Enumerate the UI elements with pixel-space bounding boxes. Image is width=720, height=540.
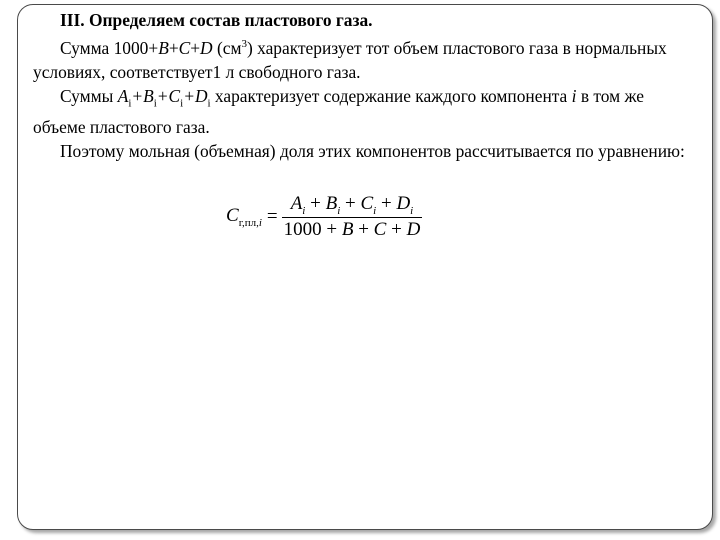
- formula-denominator: 1000 + B + C + D: [283, 219, 421, 241]
- formula-fraction: [282, 193, 423, 242]
- heading: III. Определяем состав пластового газа.: [60, 10, 373, 30]
- paragraph-component-sums: Суммы $A_i+B_i+C_i+D_i$ характеризует содержание каждого компонента i в том же объеме пластового газа.: [33, 85, 644, 138]
- mole-fraction-formula: [226, 187, 422, 247]
- formula-numerator: $A_i + B_i + C_i + D_i$: [290, 192, 414, 217]
- paragraph-mole-fraction: Поэтому мольная (объемная) доля этих компонентов рассчитывается по уравнению:: [60, 141, 685, 162]
- formula-lhs: $C_{г,пл,i}$: [226, 205, 262, 229]
- formula-equals: =: [266, 206, 278, 227]
- slide-body: [33, 8, 693, 163]
- paragraph-sum-volume: Сумма 1000+B+C+D $(см^3)$ характеризует тот объем пластового газа в нормальных условиях, соответствует1 л свободного газа.: [33, 37, 667, 82]
